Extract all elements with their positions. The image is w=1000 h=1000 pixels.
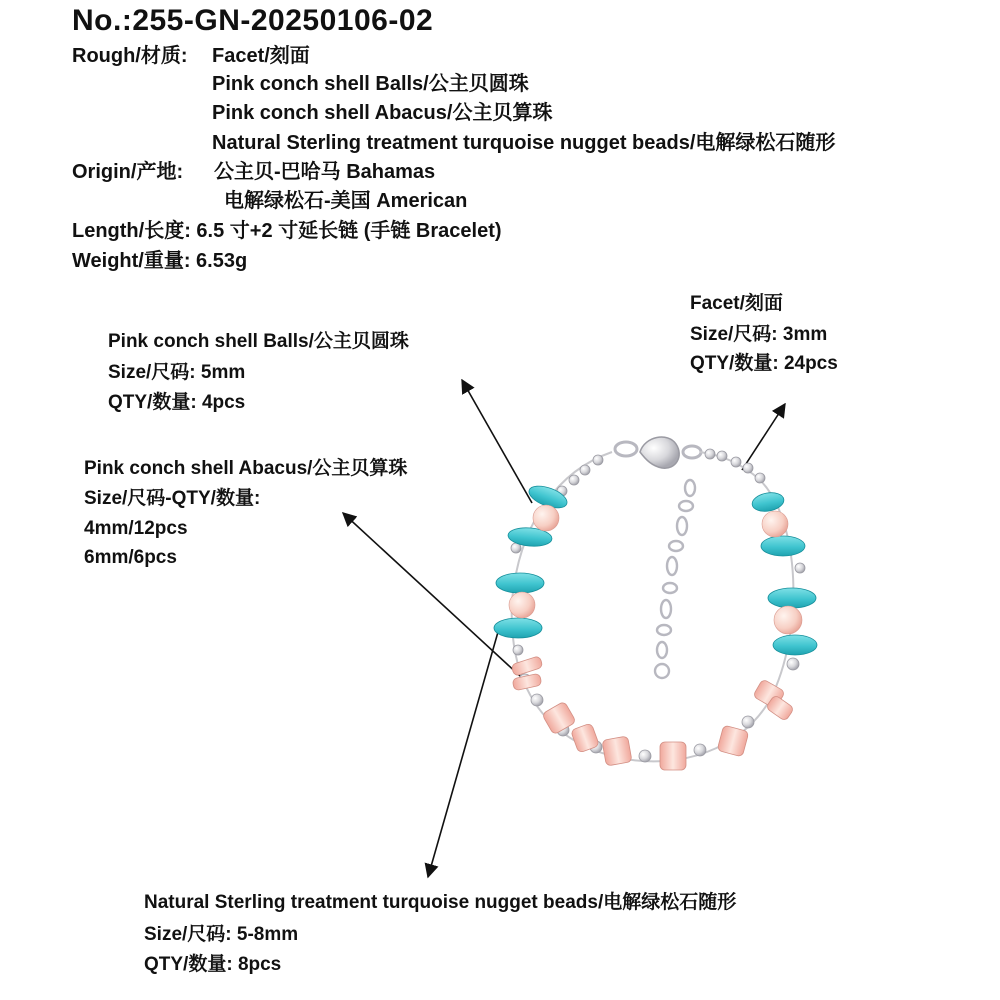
abacus-size-qty: Size/尺码-QTY/数量:	[84, 488, 261, 509]
origin-label: Origin/产地:	[72, 161, 184, 183]
abacus-line1: 4mm/12pcs	[84, 518, 188, 539]
length-line: Length/长度: 6.5 寸+2 寸延长链 (手链 Bracelet)	[72, 220, 502, 242]
balls-size: Size/尺码: 5mm	[108, 362, 246, 383]
balls-qty: QTY/数量: 4pcs	[108, 392, 246, 413]
extension-chain	[655, 480, 695, 678]
arrow-balls	[462, 380, 532, 503]
arrow-facet	[742, 404, 785, 470]
facet-qty: QTY/数量: 24pcs	[690, 353, 838, 374]
rough-facet: Facet/刻面	[212, 45, 310, 67]
arrow-abacus	[343, 513, 520, 676]
origin-turquoise: 电解绿松石-美国 American	[224, 190, 468, 212]
pink-abacus-beads	[511, 656, 795, 770]
rough-abacus: Pink conch shell Abacus/公主贝算珠	[212, 102, 553, 124]
weight-line: Weight/重量: 6.53g	[72, 250, 248, 272]
balls-title: Pink conch shell Balls/公主贝圆珠	[108, 331, 409, 352]
turquoise-title: Natural Sterling treatment turquoise nugget beads/电解绿松石随形	[144, 892, 737, 913]
abacus-line2: 6mm/6pcs	[84, 547, 177, 568]
pink-shell-balls	[509, 505, 802, 634]
turquoise-size: Size/尺码: 5-8mm	[144, 924, 299, 945]
product-number: No.:255-GN-20250106-02	[72, 4, 434, 37]
facet-title: Facet/刻面	[690, 293, 783, 314]
origin-shell: 公主贝-巴哈马 Bahamas	[214, 161, 436, 183]
arrow-turquoise	[428, 625, 500, 877]
turquoise-qty: QTY/数量: 8pcs	[144, 954, 282, 975]
rough-balls: Pink conch shell Balls/公主贝圆珠	[212, 73, 529, 95]
facet-size: Size/尺码: 3mm	[690, 324, 828, 345]
rough-turquoise: Natural Sterling treatment turquoise nugget beads/电解绿松石随形	[212, 132, 836, 154]
lobster-clasp-icon	[615, 437, 701, 468]
rough-label: Rough/材质:	[72, 45, 188, 67]
abacus-title: Pink conch shell Abacus/公主贝算珠	[84, 458, 408, 479]
